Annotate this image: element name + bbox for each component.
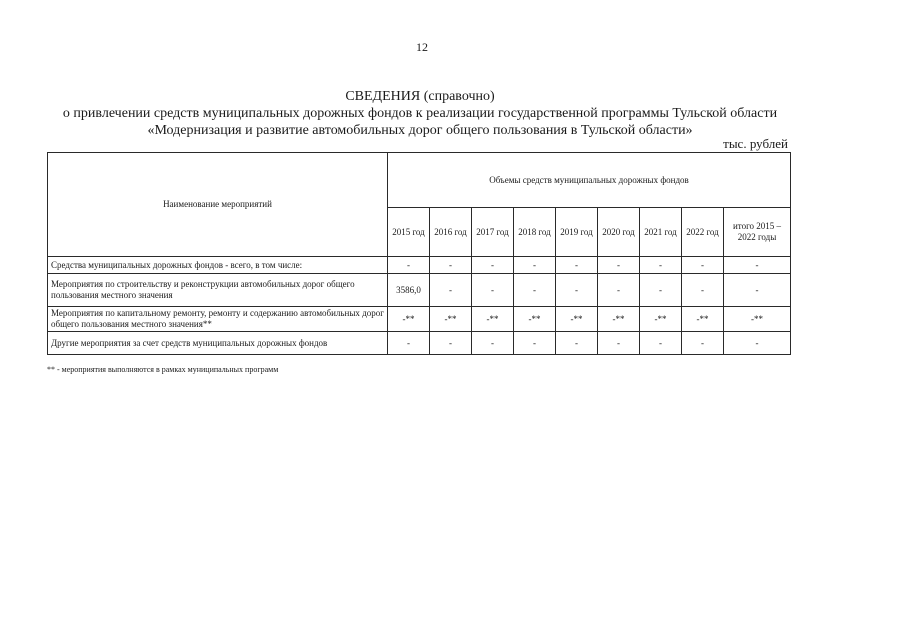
value-cell: - xyxy=(472,257,514,274)
header-year-cell: 2017 год xyxy=(472,208,514,257)
value-cell: -** xyxy=(388,307,430,332)
value-cell: -** xyxy=(430,307,472,332)
footnote: ** - мероприятия выполняются в рамках муниципальных программ xyxy=(47,365,279,374)
value-cell: - xyxy=(640,332,682,355)
table-row xyxy=(48,332,791,355)
value-cell: - xyxy=(514,257,556,274)
value-cell: -** xyxy=(724,307,791,332)
value-cell: - xyxy=(514,332,556,355)
header-year-cell: 2015 год xyxy=(388,208,430,257)
row-name-cell: Средства муниципальных дорожных фондов - всего, в том числе: xyxy=(48,257,388,274)
header-year-cell: 2020 год xyxy=(598,208,640,257)
value-cell: -** xyxy=(472,307,514,332)
value-cell: - xyxy=(640,274,682,307)
value-cell: - xyxy=(598,332,640,355)
value-cell: -** xyxy=(514,307,556,332)
value-cell: - xyxy=(682,257,724,274)
header-year-cell: 2019 год xyxy=(556,208,598,257)
document-subtitle-line-1: о привлечении средств муниципальных дорожных фондов к реализации государственной программы Тульской области xyxy=(62,106,778,121)
value-cell: - xyxy=(430,274,472,307)
value-cell: - xyxy=(724,257,791,274)
value-cell: - xyxy=(682,332,724,355)
value-cell: -** xyxy=(556,307,598,332)
value-cell: - xyxy=(556,274,598,307)
value-cell: - xyxy=(598,257,640,274)
value-cell: - xyxy=(430,257,472,274)
value-cell: 3586,0 xyxy=(388,274,430,307)
table-row xyxy=(48,274,791,307)
value-cell: - xyxy=(556,332,598,355)
page-number: 12 xyxy=(416,40,428,54)
header-total-cell: итого 2015 – 2022 годы xyxy=(724,208,791,257)
funds-table xyxy=(47,152,791,355)
value-cell: - xyxy=(430,332,472,355)
table-header-row xyxy=(48,153,791,208)
header-name-cell: Наименование мероприятий xyxy=(48,153,388,257)
header-year-cell: 2022 год xyxy=(682,208,724,257)
title-block xyxy=(40,88,800,139)
value-cell: - xyxy=(556,257,598,274)
value-cell: -** xyxy=(640,307,682,332)
header-year-cell: 2021 год xyxy=(640,208,682,257)
table-row xyxy=(48,307,791,332)
header-year-cell: 2016 год xyxy=(430,208,472,257)
value-cell: - xyxy=(640,257,682,274)
value-cell: - xyxy=(598,274,640,307)
value-cell: - xyxy=(514,274,556,307)
value-cell: - xyxy=(472,332,514,355)
value-cell: -** xyxy=(598,307,640,332)
value-cell: - xyxy=(724,274,791,307)
value-cell: - xyxy=(388,257,430,274)
document-title: СВЕДЕНИЯ (справочно) xyxy=(345,89,495,104)
header-year-cell: 2018 год xyxy=(514,208,556,257)
value-cell: - xyxy=(682,274,724,307)
header-group-cell: Объемы средств муниципальных дорожных фондов xyxy=(388,153,791,208)
value-cell: - xyxy=(388,332,430,355)
value-cell: - xyxy=(472,274,514,307)
value-cell: -** xyxy=(682,307,724,332)
units-label: тыс. рублей xyxy=(723,136,788,151)
table-row xyxy=(48,257,791,274)
row-name-cell: Другие мероприятия за счет средств муниципальных дорожных фондов xyxy=(48,332,388,355)
row-name-cell: Мероприятия по строительству и реконструкции автомобильных дорог общего пользования местного значения xyxy=(48,274,388,307)
value-cell: - xyxy=(724,332,791,355)
row-name-cell: Мероприятия по капитальному ремонту, ремонту и содержанию автомобильных дорог общего пользования местного значения** xyxy=(48,307,388,332)
document-subtitle-line-2: «Модернизация и развитие автомобильных дорог общего пользования в Тульской области» xyxy=(147,123,693,138)
